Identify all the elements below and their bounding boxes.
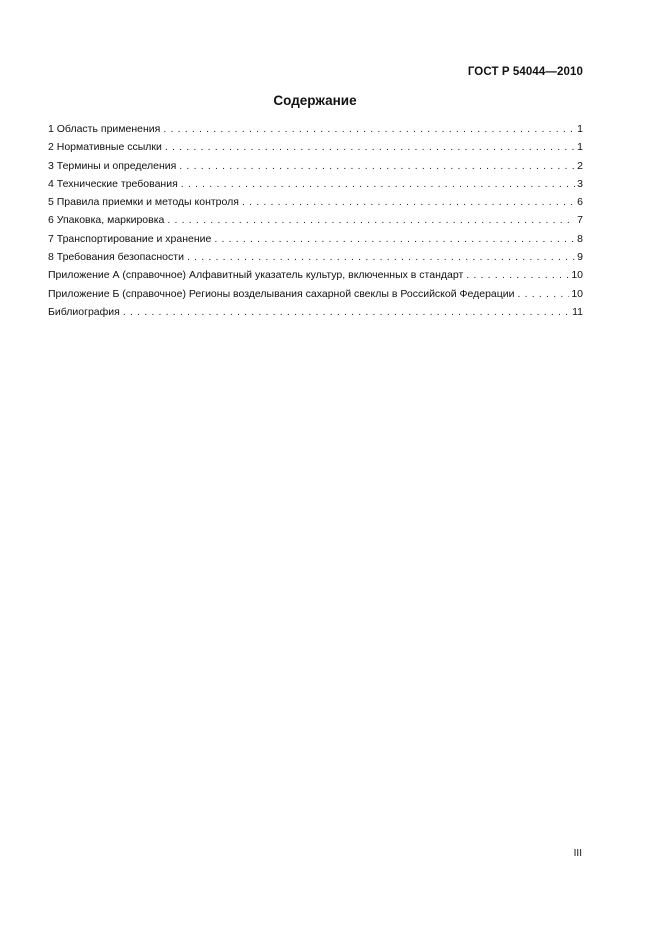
toc-leader-dots [178, 177, 575, 191]
toc-entry-label: Библиография [48, 305, 120, 318]
toc-entry-label: 4 Технические требования [48, 177, 178, 190]
toc-entry[interactable] [48, 250, 583, 268]
toc-leader-dots [162, 140, 575, 154]
toc-entry-label: 7 Транспортирование и хранение [48, 232, 212, 245]
toc-leader-dots [211, 232, 575, 246]
toc-entry[interactable] [48, 140, 583, 158]
toc-entry-label: 5 Правила приемки и методы контроля [48, 196, 239, 209]
toc-entry[interactable] [48, 159, 583, 177]
toc-leader-dots [184, 250, 575, 264]
toc-leader-dots [463, 268, 569, 282]
toc-entry-page: 7 [577, 214, 583, 227]
toc-entry-label: 2 Нормативные ссылки [48, 141, 162, 154]
document-code: ГОСТ Р 54044—2010 [467, 66, 583, 78]
toc-entry-bibliography[interactable] [48, 305, 583, 323]
toc-entry-label: 6 Упаковка, маркировка [48, 214, 165, 227]
toc-entry[interactable] [48, 195, 583, 213]
toc-entry-appendix-a[interactable] [48, 268, 583, 286]
toc-entry-label: 8 Требования безопасности [48, 251, 184, 264]
toc-entry[interactable] [48, 232, 583, 250]
toc-entry-page: 3 [577, 177, 583, 190]
toc-leader-dots [239, 195, 575, 209]
toc-entry-label: Приложение Б (справочное) Регионы возделывания сахарной свеклы в Российской Федерации [48, 287, 515, 300]
toc-leader-dots [160, 122, 575, 136]
toc-leader-dots [176, 159, 575, 173]
toc-entry-label: 3 Термины и определения [48, 159, 177, 172]
page-number: III [573, 848, 582, 859]
toc-entry-page: 6 [577, 196, 583, 209]
toc-leader-dots [515, 287, 570, 301]
toc-entry-page: 10 [571, 269, 583, 282]
toc-entry-label: Приложение А (справочное) Алфавитный указатель культур, включенных в стандарт [48, 269, 464, 282]
toc-entry-page: 1 [577, 123, 583, 135]
toc-entry-appendix-b[interactable] [48, 287, 583, 305]
toc-entry-page: 2 [577, 159, 583, 172]
toc-entry[interactable] [48, 122, 583, 140]
toc-entry[interactable] [48, 177, 583, 195]
toc-entry-page: 10 [571, 287, 583, 300]
toc-entry-label: 1 Область применения [48, 123, 161, 135]
toc-leader-dots [120, 305, 570, 319]
toc-entry-page: 8 [577, 232, 583, 245]
toc-entry-page: 9 [577, 251, 583, 264]
toc-entry[interactable] [48, 213, 583, 231]
toc-title: Содержание [273, 93, 357, 108]
toc-leader-dots [164, 213, 575, 227]
toc-entry-page: 11 [572, 305, 583, 318]
toc-entry-page: 1 [577, 141, 583, 154]
table-of-contents [48, 122, 583, 323]
